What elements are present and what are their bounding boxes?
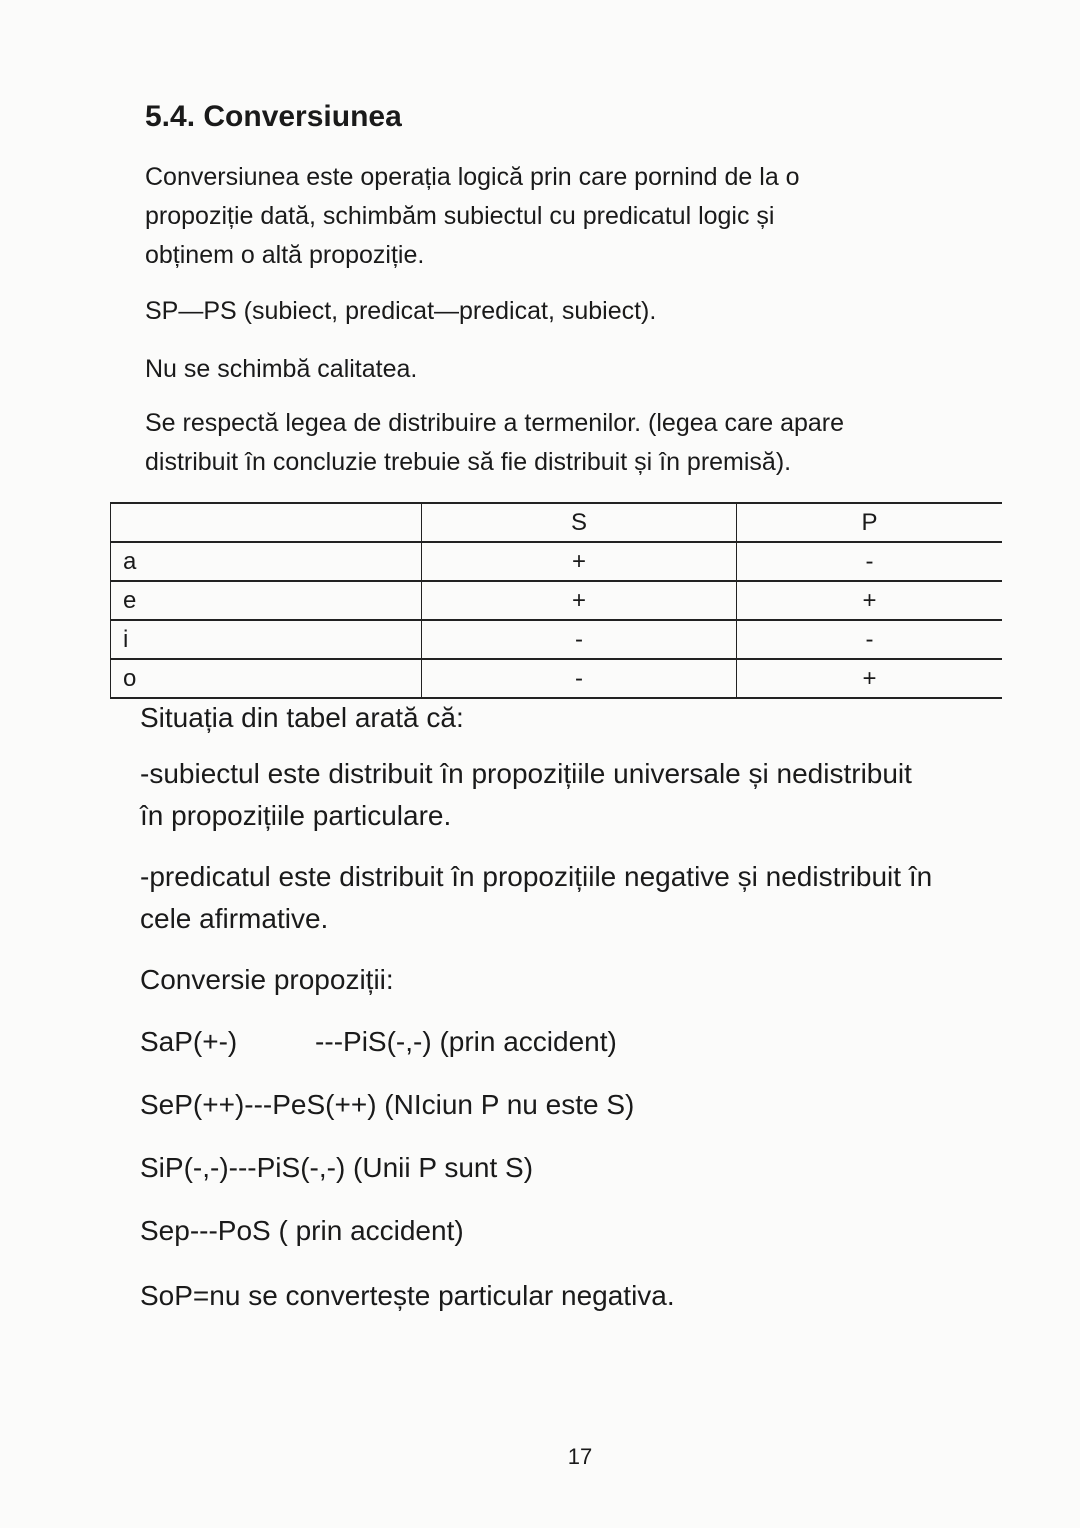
table-cell: + xyxy=(737,659,1003,698)
table-cell: + xyxy=(422,542,737,581)
text-line: Se respectă legea de distribuire a termenilor. (legea care apare xyxy=(145,409,845,437)
table-cell: - xyxy=(422,659,737,698)
table-cell: - xyxy=(422,620,737,659)
conversion-line: SiP(-,-)---PiS(-,-) (Unii P sunt S) xyxy=(140,1152,534,1183)
table-cell: - xyxy=(737,542,1003,581)
conversion-line: SaP(+-) ---PiS(-,-) (prin accident) xyxy=(140,1026,617,1057)
table-row xyxy=(111,620,1003,659)
conversion-line: Sep---PoS ( prin accident) xyxy=(140,1215,464,1246)
quality-line: Nu se schimbă calitatea. xyxy=(145,355,418,383)
sp-ps-line: SP—PS (subiect, predicat—predicat, subiect). xyxy=(145,297,657,325)
page-number: 17 xyxy=(567,1444,593,1469)
subject-note xyxy=(140,753,1020,837)
predicate-note xyxy=(140,856,1020,940)
table-row xyxy=(111,542,1003,581)
table-cell: e xyxy=(111,581,422,620)
text-line: propoziție dată, schimbăm subiectul cu predicatul logic și xyxy=(145,202,775,230)
table-header-s: S xyxy=(422,503,737,542)
intro-paragraph xyxy=(145,158,1005,275)
text-line: obținem o altă propoziție. xyxy=(145,241,425,269)
table-cell xyxy=(111,503,422,542)
text-line: în propozițiile particulare. xyxy=(140,800,452,831)
table-cell: + xyxy=(737,581,1003,620)
conversion-line: SoP=nu se convertește particular negativa. xyxy=(140,1280,675,1311)
table-cell: i xyxy=(111,620,422,659)
table-cell: o xyxy=(111,659,422,698)
text-line: cele afirmative. xyxy=(140,903,329,934)
table-cell: - xyxy=(737,620,1003,659)
law-paragraph xyxy=(145,404,1005,482)
text-line: Conversiunea este operația logică prin care pornind de la o xyxy=(145,163,800,191)
table-cell: a xyxy=(111,542,422,581)
situation-line: Situația din tabel arată că: xyxy=(140,702,464,733)
section-heading: 5.4. Conversiunea xyxy=(145,100,402,133)
text-line: -predicatul este distribuit în propozițiile negative și nedistribuit în xyxy=(140,861,933,892)
distribution-table xyxy=(110,502,1002,699)
table-header-p: P xyxy=(737,503,1003,542)
table-row xyxy=(111,659,1003,698)
conversion-line: SeP(++)---PeS(++) (NIciun P nu este S) xyxy=(140,1089,635,1120)
table-row xyxy=(111,581,1003,620)
conversion-title: Conversie propoziții: xyxy=(140,964,394,995)
table-header-row xyxy=(111,503,1003,542)
text-line: -subiectul este distribuit în propozițiile universale și nedistribuit xyxy=(140,758,912,789)
text-line: distribuit în concluzie trebuie să fie distribuit și în premisă). xyxy=(145,448,792,476)
table-cell: + xyxy=(422,581,737,620)
